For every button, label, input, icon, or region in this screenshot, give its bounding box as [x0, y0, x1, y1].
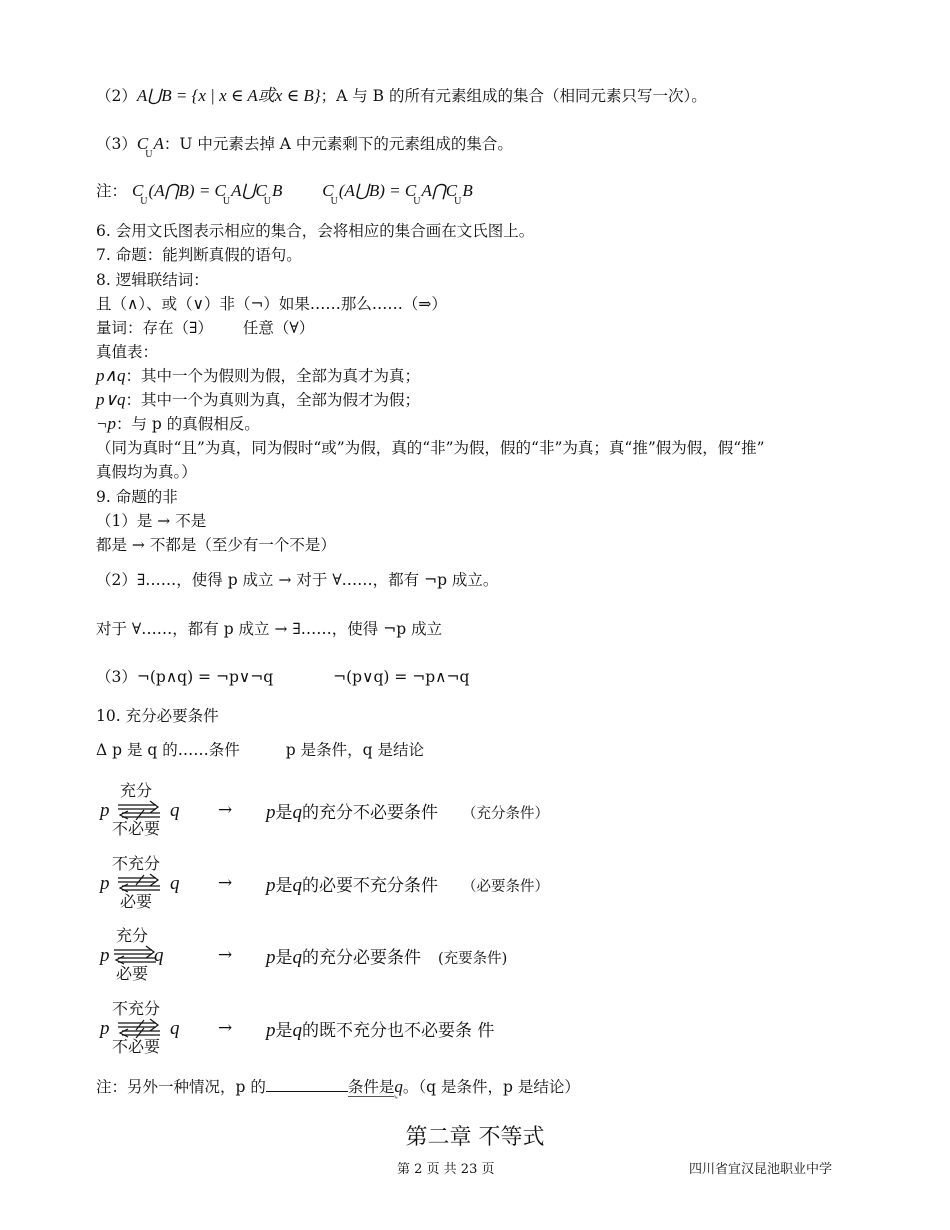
- item-7: 7. 命题：能判断真假的语句。: [96, 246, 302, 264]
- negation-2: 都是 → 不都是（至少有一个不是）: [96, 536, 336, 554]
- school-name: 四川省宜汉昆池职业中学: [689, 1162, 833, 1177]
- negation-4: 对于 ∀……，都有 p 成立 → ∃……，使得 ¬p 成立: [96, 620, 443, 638]
- item-10: 10. 充分必要条件: [96, 707, 219, 725]
- condition-neither: p 不充分 不必要 q → p是q的既不充分也不必要条 件: [100, 999, 495, 1056]
- item-6: 6. 会用文氏图表示相应的集合，会将相应的集合画在文氏图上。: [96, 222, 535, 240]
- condition-sufficient: p 充分 不必要 q → p是q的充分不必要条件 （充分条件）: [100, 781, 549, 838]
- line-demorgan: 注： $C_U(A⋂B)$ = $C_UA⋃C_UB$ $C_U(A⋃B)$ = $C_UA⋂C_UB$: [96, 181, 473, 207]
- condition-necessary: p 不充分 必要 q → p是q的必要不充分条件 （必要条件）: [100, 854, 549, 911]
- negation-1: （1）是 → 不是: [96, 512, 207, 530]
- truth-note-2: 真假均为真。）: [96, 463, 197, 481]
- condition-intro: Δ p 是 q 的……条件 p 是条件，q 是结论: [96, 741, 424, 759]
- demorgan-formula-1: $C_U(A⋂B)$ = $C_UA⋃C_UB$: [131, 181, 283, 207]
- quantifiers: 量词：存在（∃） 任意（∀）: [96, 319, 315, 337]
- truth-note-1: （同为真时“且”为真，同为假时“或”为假，真的“非”为假，假的“非”为真；真“推”假为假，假“推”: [96, 439, 765, 457]
- negation-5: （3）¬(p∧q) = ¬p∨¬q ¬(p∨q) = ¬p∧¬q: [96, 668, 470, 686]
- truth-and: p∧q：其中一个为假则为假，全部为真才为真；: [96, 366, 420, 385]
- negation-3: （2）∃……，使得 p 成立 → 对于 ∀……，都有 ¬p 成立。: [96, 571, 499, 589]
- truth-table-title: 真值表：: [96, 343, 159, 361]
- demorgan-formula-2: $C_U(A⋃B)$ = $C_UA⋂C_UB$: [322, 181, 473, 207]
- truth-or: p∨q：其中一个为真则为真，全部为假才为假；: [96, 390, 420, 409]
- connectives: 且（∧）、或（∨）非（¬）如果……那么……（⇒）: [96, 295, 447, 313]
- truth-not: ¬p：与 p 的真假相反。: [96, 414, 260, 433]
- final-note: 注：另外一种情况，p 的 条件是q。（q 是条件，p 是结论）: [96, 1077, 580, 1096]
- union-formula: A⋃B = {x | x ∈ A或x ∈ B}: [136, 86, 321, 105]
- chapter-heading: 第二章 不等式: [405, 1125, 545, 1150]
- line-complement: $(3)C_UA$：U 中元素去掉 A 中元素剩下的元素组成的集合。: [96, 134, 513, 160]
- line-union: （2）A⋃B = {x | x ∈ A或x ∈ B}；A 与 B 的所有元素组成的集合（相同元素只写一次）。: [96, 86, 707, 105]
- condition-sufficient-necessary: p 充分 必要 q → p是q的充分必要条件 (充要条件): [100, 926, 508, 983]
- complement-symbol: $C_UA$: [136, 134, 164, 160]
- page-number: 第 2 页 共 23 页: [397, 1162, 495, 1177]
- fill-blank: [266, 1077, 348, 1092]
- item-8: 8. 逻辑联结词：: [96, 271, 209, 289]
- item-9: 9. 命题的非: [96, 488, 178, 506]
